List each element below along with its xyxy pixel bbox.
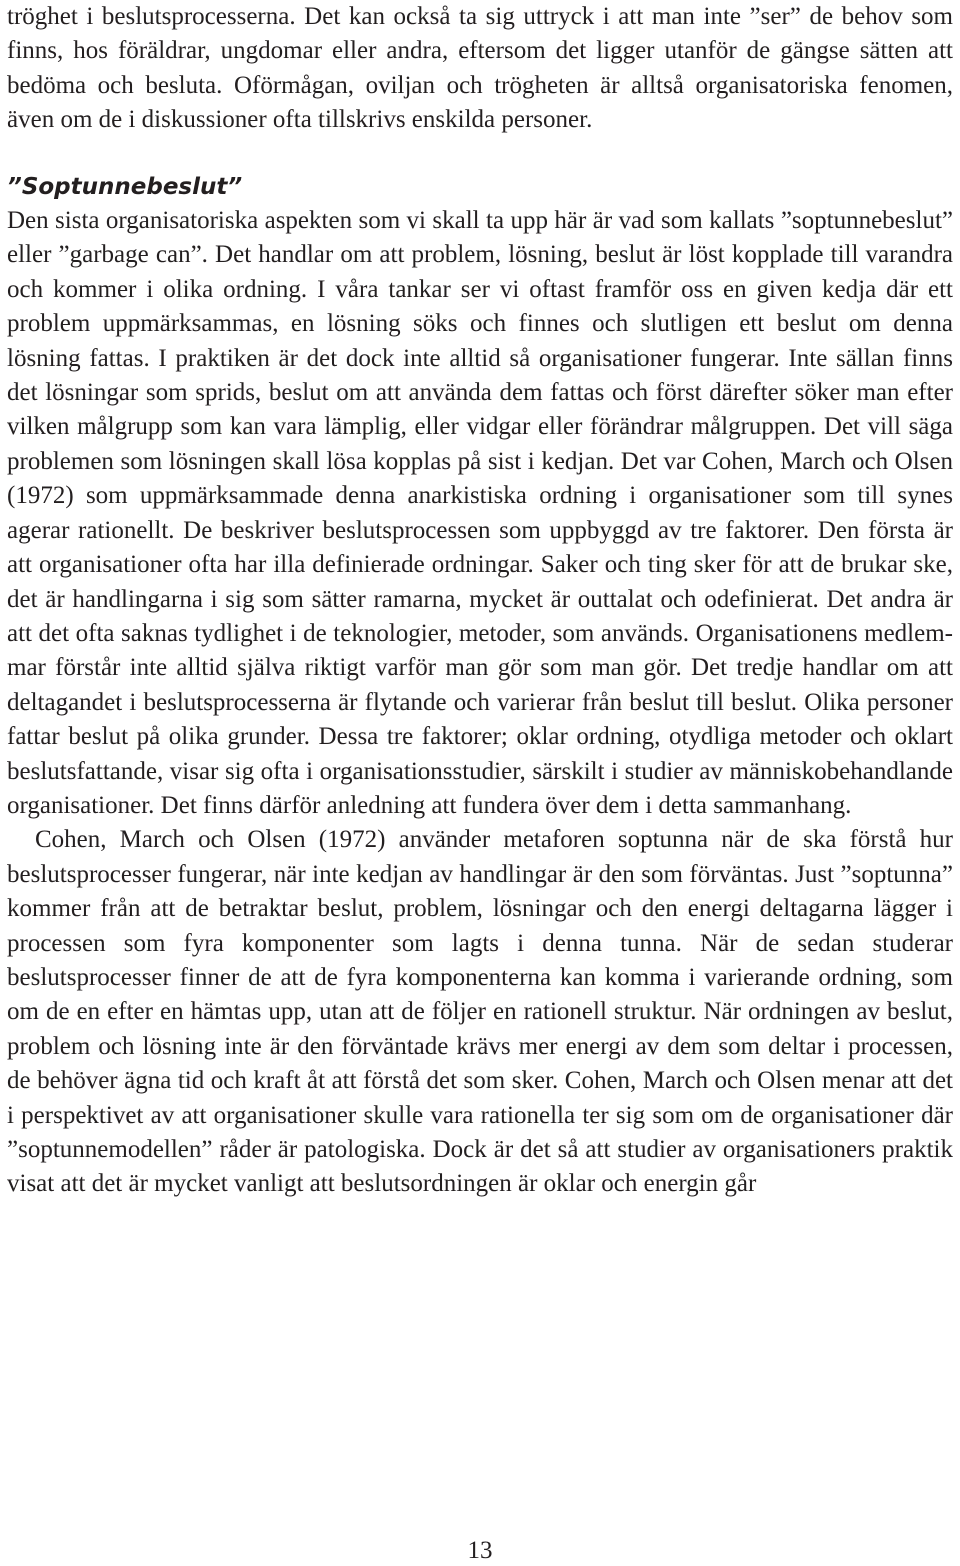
page-number: 13	[467, 1537, 493, 1564]
body-paragraph-1: Den sista organisatoriska aspekten som vi skall ta upp här är vad som kallats ”soptunnebeslut” eller ”garbage can”. Det handlar om att problem, lösning, beslut är löst kopplade till varandra och kommer i olika ordning. I våra tankar ser vi oftast framför oss en given kedja där ett problem uppmärksammas, en lösning söks och finnes och slutligen ett beslut om denna lösning fattas. I praktiken är det dock inte alltid så organisationer fungerar. Inte sällan finns det lösningar som sprids, beslut om att använda dem fattas och först därefter söker man efter vilken målgrupp som kan vara lämplig, eller vidgar eller förändrar målgruppen. Det vill säga problemen som lösningen skall lösa kopplas på sist i kedjan. Det var Cohen, March och Olsen (1972) som uppmärksammade denna anarkistiska ordning i organisationer som till synes agerar rationellt. De beskriver beslutsprocessen som uppbyggd av tre faktorer. Den första är att organisationer ofta har illa definierade ordningar. Saker och ting sker för att de brukar ske, det är handlingarna i sig som sätter ramarna, mycket är outtalat och odefinierat. Det andra är att det ofta saknas tydlighet i de teknologier, metoder, som används. Organisationens medlemmar förstår inte alltid själva riktigt varför man gör som man gör. Det tredje handlar om att deltagandet i beslutsprocesserna är flytande och varierar från beslut till beslut. Olika personer fattar beslut på olika grunder. Dessa tre faktorer; oklar ordning, otydliga metoder och oklart beslutsfattande, visar sig ofta i organisationsstudier, särskilt i studier av människobehandlande organisationer. Det finns därför anledning att fundera över dem i detta sammanhang.	[7, 207, 953, 819]
body-paragraph-2: Cohen, March och Olsen (1972) använder metaforen soptunna när de ska förstå hur beslutsprocesser fungerar, när inte kedjan av handlingar är den som förväntas. Just ”soptunna” kommer från att de betraktar beslut, problem, lösningar och den energi deltagarna lägger i processen som fyra komponenter som lagts i denna tunna. När de sedan studerar beslutsprocesser finner de att de fyra komponenterna kan komma i varierande ordning, som om de en efter en hämtas upp, utan att de följer en rationell struktur. När ordningen av beslut, problem och lösning inte är den förväntade krävs mer energi av dem som deltar i processen, de behöver ägna tid och kraft åt att förstå det som sker. Cohen, March och Olsen menar att det i perspektivet av att organisationer skulle vara rationella ter sig som om de organisationer där ”soptunnemodellen” råder är patologiska. Dock är det så att studier av organisationers praktik visat att det är mycket vanligt att beslutsordningen är oklar och energin går	[7, 826, 953, 1198]
continued-paragraph: tröghet i beslutsprocesserna. Det kan också ta sig uttryck i att man inte ”ser” de behov som finns, hos föräldrar, ungdomar eller andra, eftersom det ligger utanför de gängse sätten att bedöma och besluta. Oförmågan, oviljan och trögheten är alltså organisatoriska fenomen, även om de i diskussioner ofta tillskrivs enskilda personer.	[7, 3, 953, 134]
section-heading: ”Soptunnebeslut”	[7, 173, 243, 200]
